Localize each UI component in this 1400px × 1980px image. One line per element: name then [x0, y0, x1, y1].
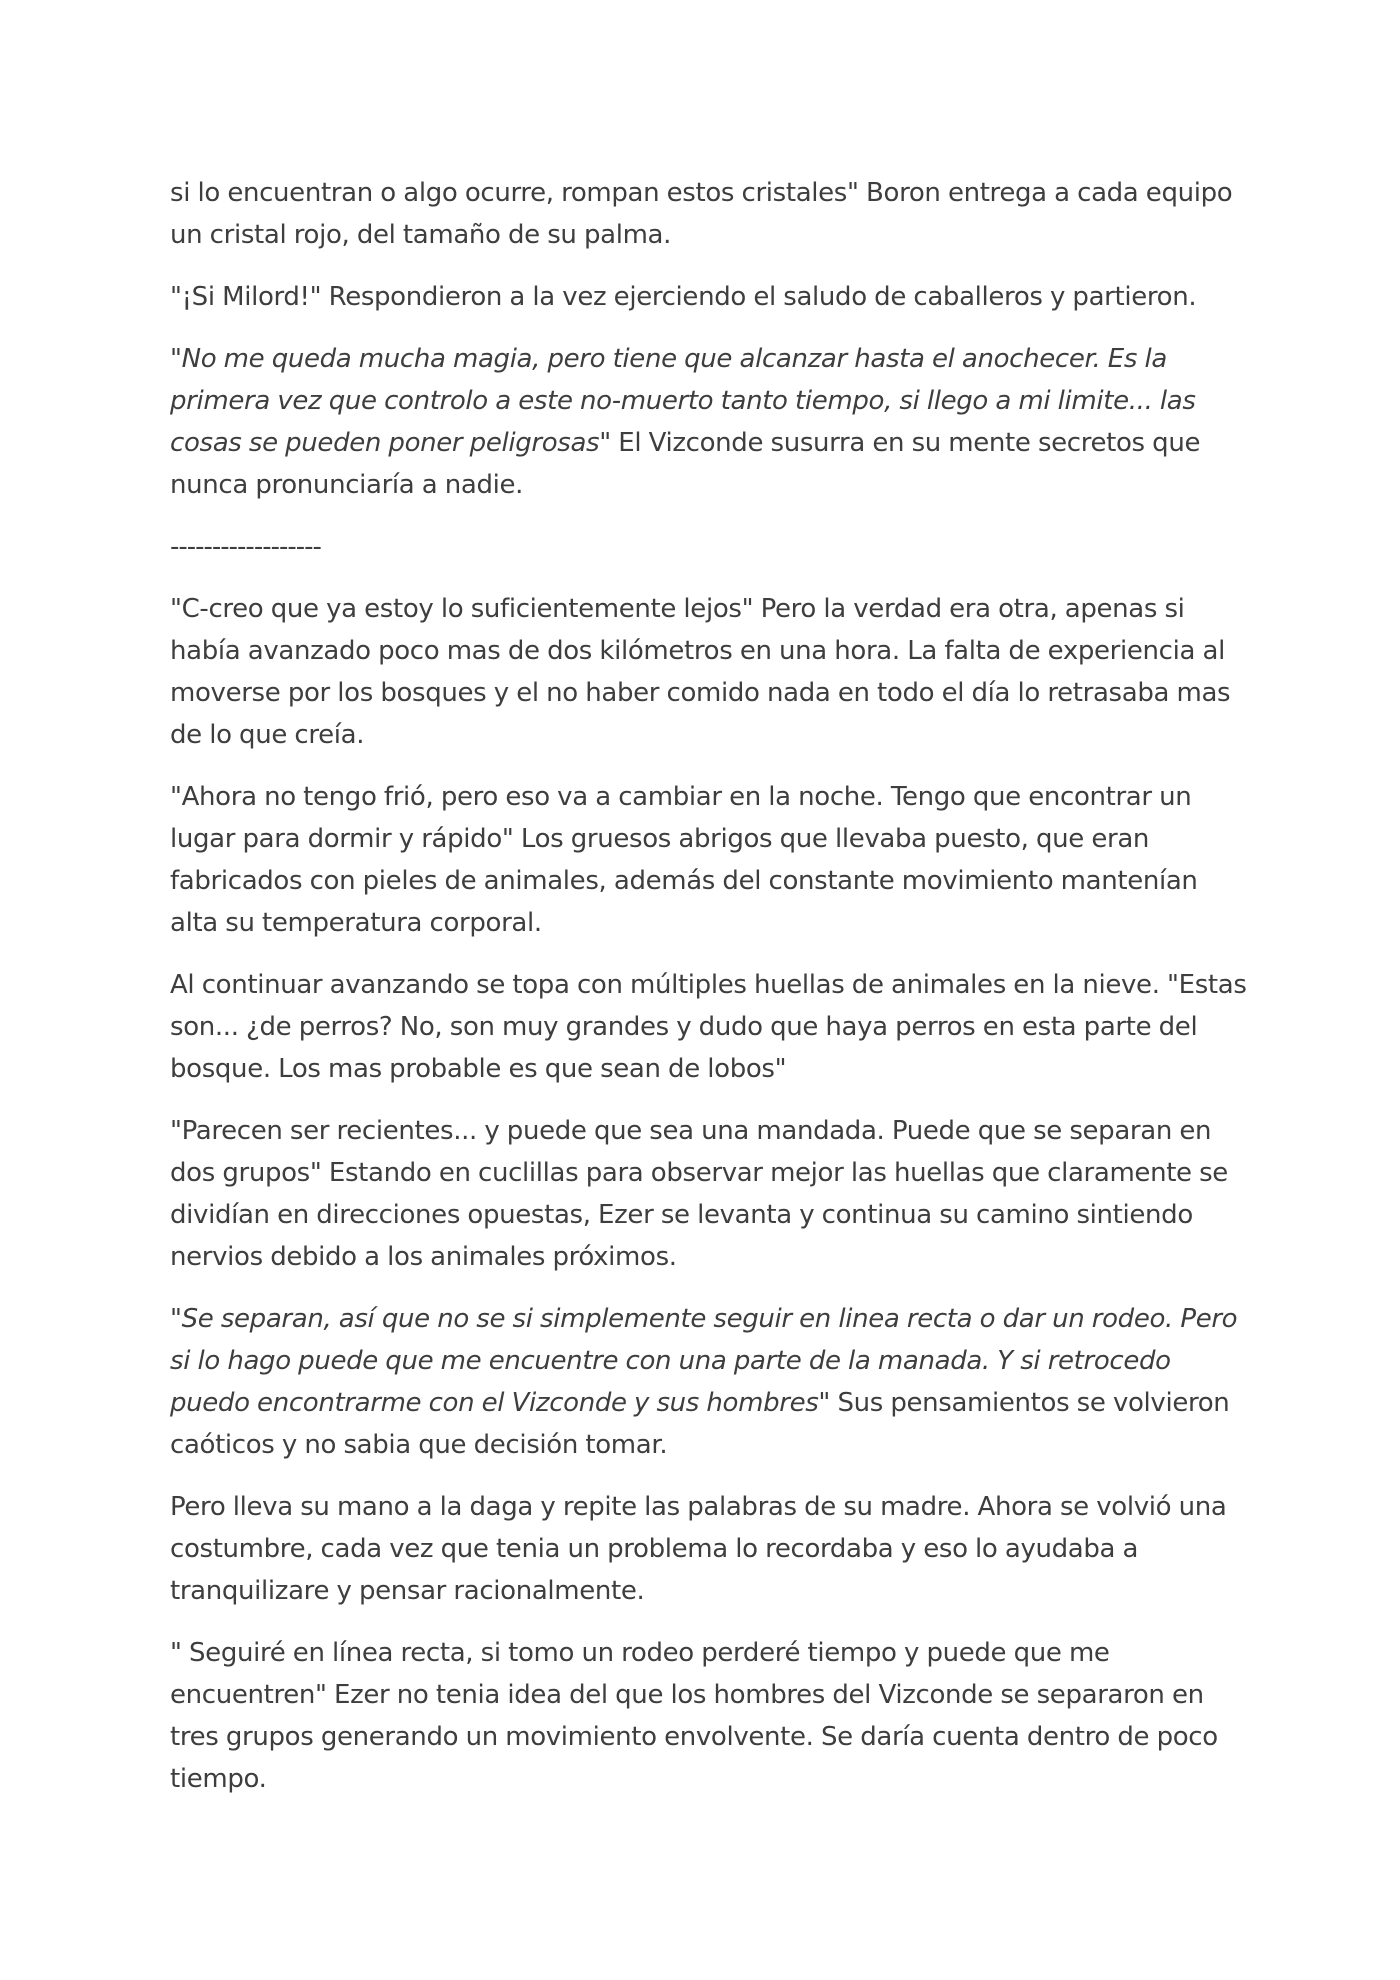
- paragraph-text: " El Vizconde susurra en su mente secretos que nunca pronunciaría a nadie.: [170, 428, 1201, 500]
- paragraph: [170, 338, 1250, 506]
- paragraph-text: ": [170, 1304, 182, 1334]
- paragraph: [170, 588, 1250, 756]
- section-separator: ------------------: [170, 532, 321, 562]
- paragraph-text: Al continuar avanzando se topa con múltiples huellas de animales en la nieve. "Estas son... ¿de perros? No, son muy grandes y dudo que haya perros en esta parte del bosque. Los mas probable es que sean de lobos": [170, 970, 1247, 1084]
- paragraph-text: " Seguiré en línea recta, si tomo un rodeo perderé tiempo y puede que me encuentren" Ezer no tenia idea del que los hombres del Vizconde se separaron en tres grupos generando un movimiento envolvente. Se daría cuenta dentro de poco tiempo.: [170, 1638, 1218, 1794]
- paragraph-text: ": [170, 344, 182, 374]
- paragraph: [170, 1298, 1250, 1466]
- paragraph-text: si lo encuentran o algo ocurre, rompan estos cristales" Boron entrega a cada equipo un cristal rojo, del tamaño de su palma.: [170, 178, 1233, 250]
- paragraph-text: Pero lleva su mano a la daga y repite las palabras de su madre. Ahora se volvió una costumbre, cada vez que tenia un problema lo recordaba y eso lo ayudaba a tranquilizare y pensar racionalmente.: [170, 1492, 1227, 1606]
- paragraph-text: " Sus pensamientos se volvieron caóticos y no sabia que decisión tomar.: [170, 1388, 1230, 1460]
- paragraph: [170, 1486, 1250, 1612]
- italic-thought-text: No me queda mucha magia, pero tiene que alcanzar hasta el anochecer. Es la primera vez que controlo a este no-muerto tanto tiempo, si llego a mi limite... las cosas se pueden poner peligrosas: [170, 344, 1196, 458]
- paragraph-text: "Parecen ser recientes... y puede que sea una mandada. Puede que se separan en dos grupos" Estando en cuclillas para observar mejor las huellas que claramente se dividían en direcciones opuestas, Ezer se levanta y continua su camino sintiendo nervios debido a los animales próximos.: [170, 1116, 1228, 1272]
- paragraph-text: "C-creo que ya estoy lo suficientemente lejos" Pero la verdad era otra, apenas si había avanzado poco mas de dos kilómetros en una hora. La falta de experiencia al moverse por los bosques y el no haber comido nada en todo el día lo retrasaba mas de lo que creía.: [170, 594, 1231, 750]
- italic-thought-text: Se separan, así que no se si simplemente seguir en linea recta o dar un rodeo. Pero si lo hago puede que me encuentre con una parte de la manada. Y si retrocedo puedo encontrarme con el Vizconde y sus hombres: [170, 1304, 1238, 1418]
- document-body: [170, 172, 1250, 1820]
- paragraph: [170, 964, 1250, 1090]
- paragraph: [170, 172, 1250, 256]
- paragraph: [170, 1632, 1250, 1800]
- paragraph-text: "Ahora no tengo frió, pero eso va a cambiar en la noche. Tengo que encontrar un lugar para dormir y rápido" Los gruesos abrigos que llevaba puesto, que eran fabricados con pieles de animales, además del constante movimiento mantenían alta su temperatura corporal.: [170, 782, 1198, 938]
- paragraph: [170, 776, 1250, 944]
- paragraph: [170, 276, 1250, 318]
- paragraph-text: "¡Si Milord!" Respondieron a la vez ejerciendo el saludo de caballeros y partieron.: [170, 282, 1197, 312]
- paragraph: [170, 1110, 1250, 1278]
